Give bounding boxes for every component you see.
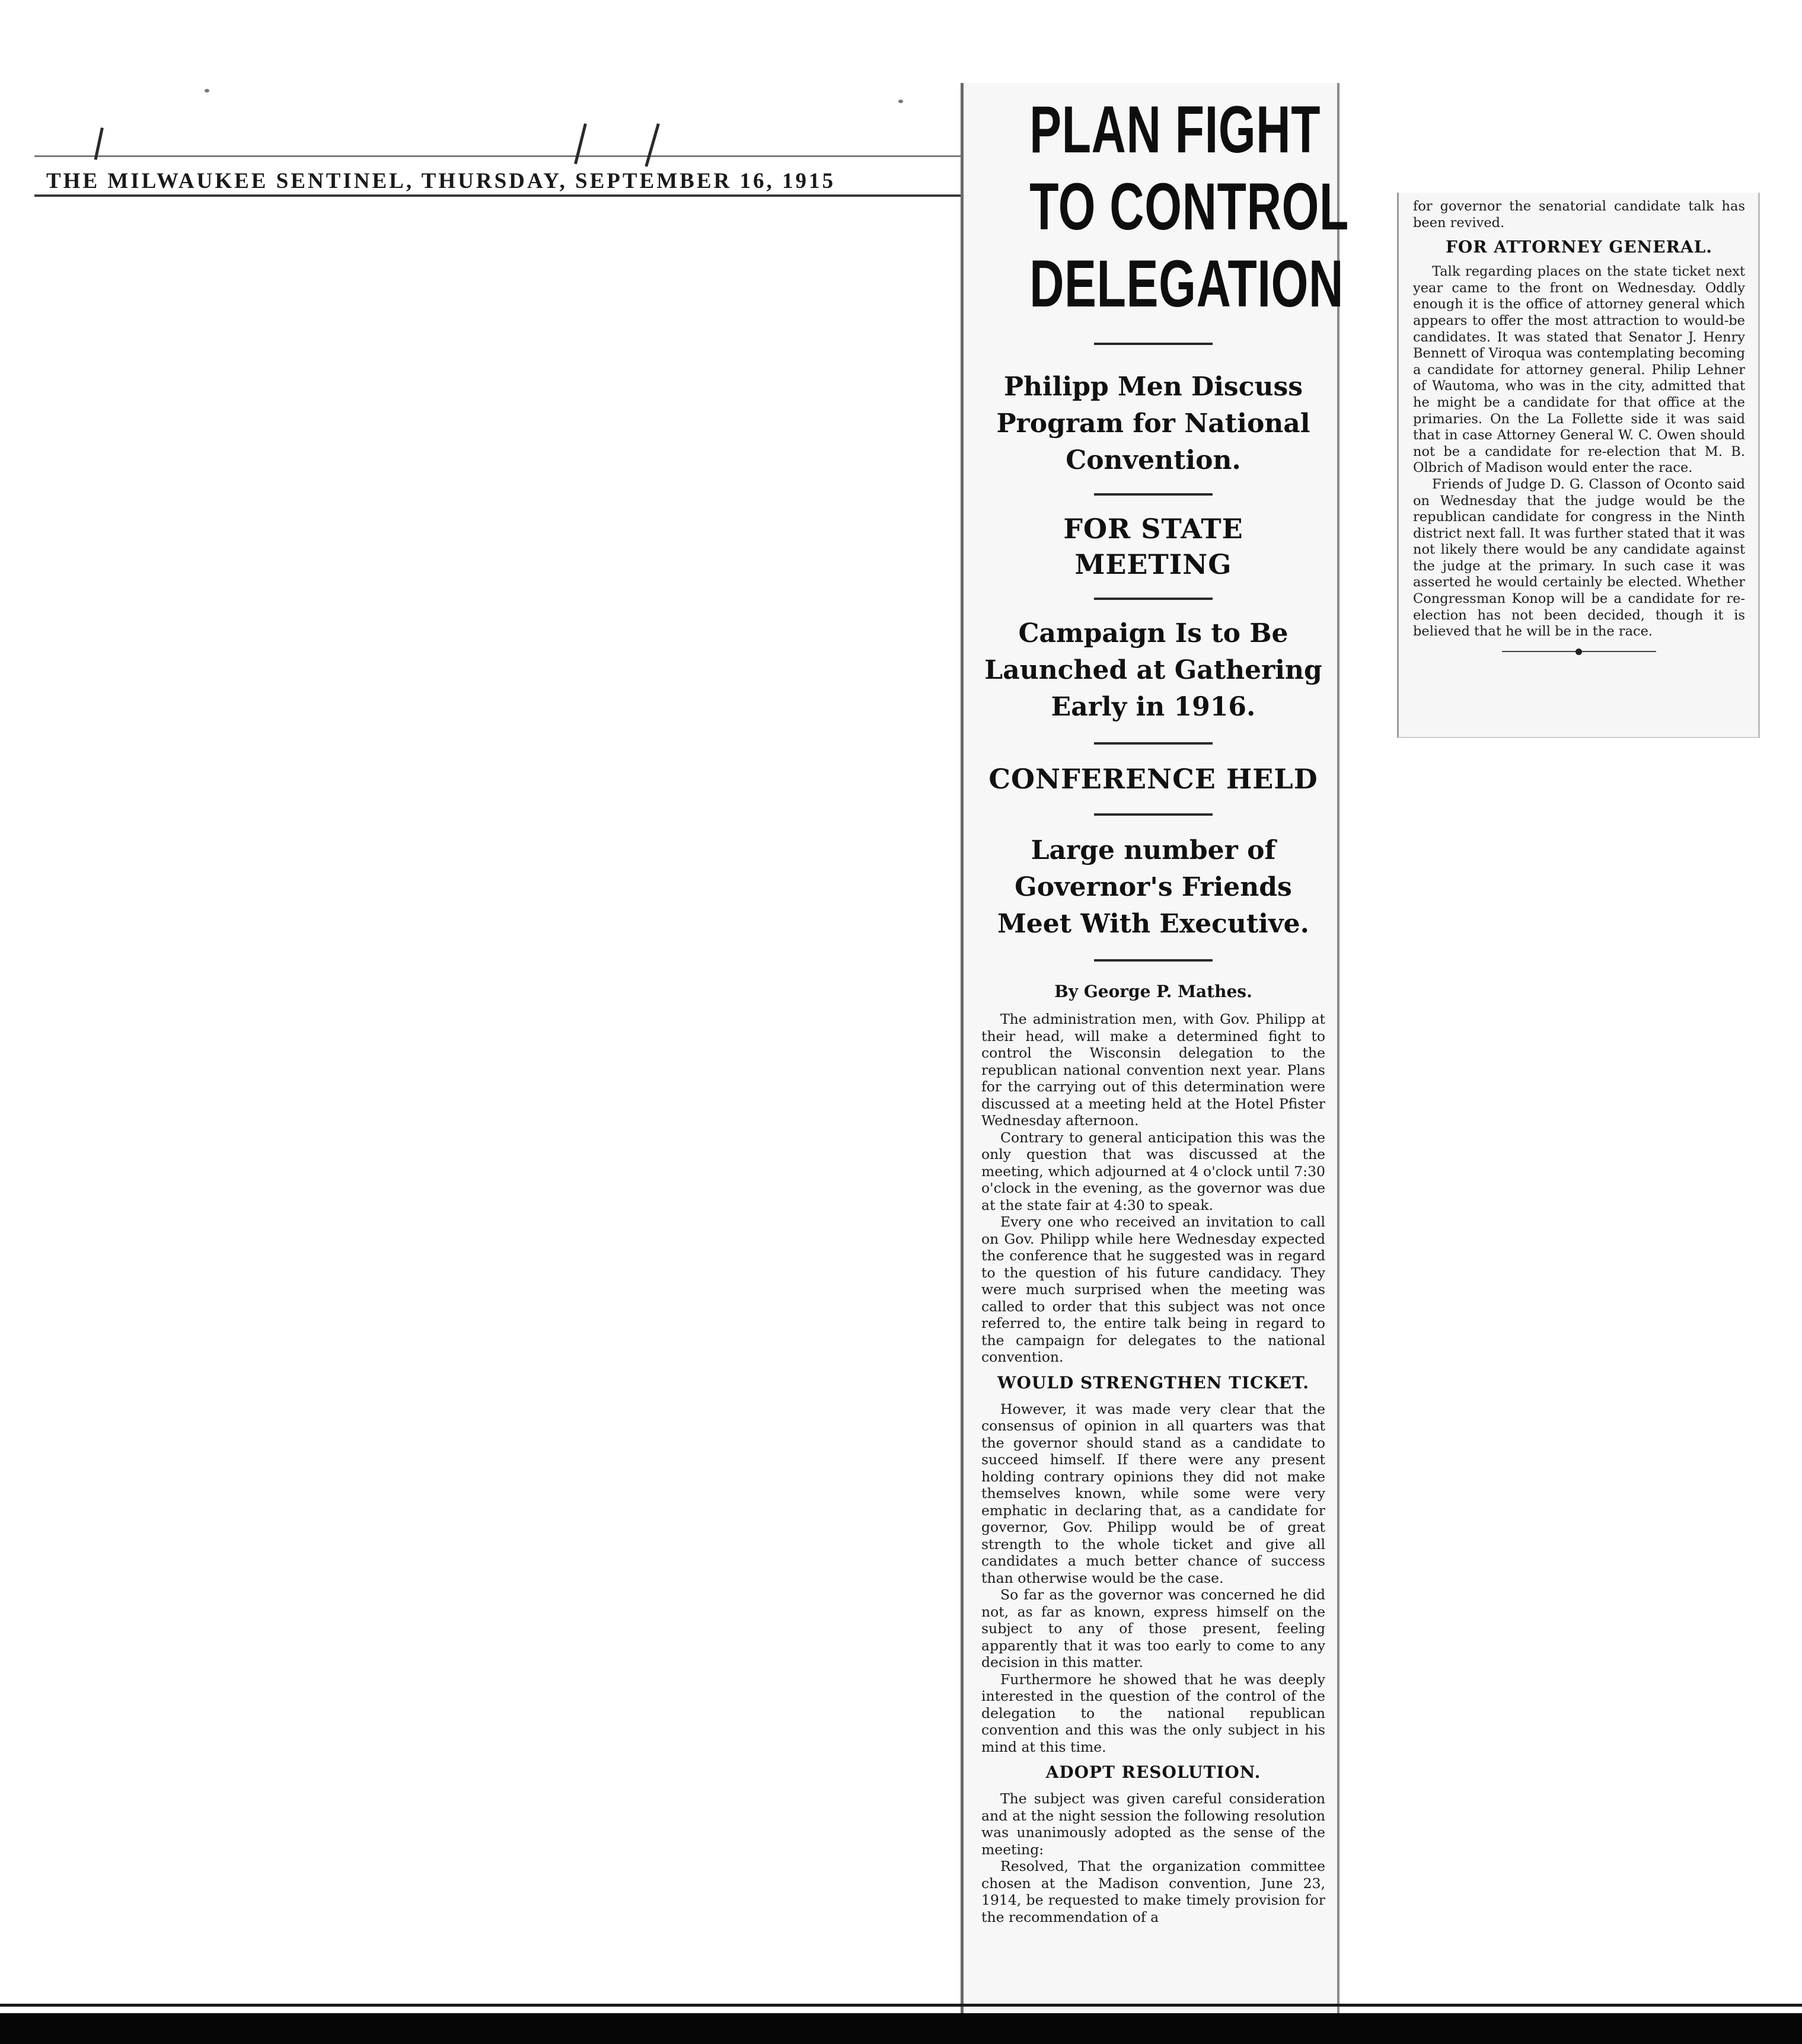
section-heading: WOULD STRENGTHEN TICKET. <box>997 1372 1309 1393</box>
ornament-dot <box>1575 649 1582 655</box>
paragraph: Contrary to general anticipation this was the only question that was discussed at the meeting, which adjourned at 4 o'clock until 7:30 o'clock in the evening, as the governor was due at the state fair at 4:30 to speak. <box>981 1129 1325 1213</box>
paragraph: Friends of Judge D. G. Classon of Oconto said on Wednesday that the judge would be the republican candidate for congress in the Ninth district next fall. It was further stated that it was not likely there would be any candidate against the judge at the primary. In such case it was asserted he would certainly be elected. Whether Congressman Konop will be a candidate for re-election has not been decided, though it is believed that he will be in the race. <box>1413 476 1745 640</box>
headline-line-1: PLAN FIGHT <box>1029 92 1321 167</box>
continuation-lead <box>1413 199 1745 231</box>
dust-speck <box>205 89 209 92</box>
article-body-1 <box>981 1011 1325 1366</box>
paragraph: Every one who received an invitation to call on Gov. Philipp while here Wednesday expected the conference that he suggested was in regard to the question of his future candidacy. They were much surprised when the meeting was called to order that this subject was not once referred to, the entire talk being in regard to the campaign for delegates to the national convention. <box>981 1213 1325 1365</box>
headline-line-2: TO CONTROL <box>1029 170 1350 244</box>
article-body-3 <box>981 1790 1325 1925</box>
article-column-content <box>981 83 1350 1925</box>
end-ornament <box>1502 647 1656 656</box>
paragraph: The administration men, with Gov. Philipp at their head, will make a determined fight to control the Wisconsin delegation to the republican national convention next year. Plans for the carrying out of this determination were discussed at a meeting held at the Hotel Pfister Wednesday afternoon. <box>981 1011 1325 1129</box>
continuation-column <box>1397 193 1760 738</box>
masthead-bottom-rule <box>34 194 983 197</box>
paragraph: for governor the senatorial candidate talk has been revived. <box>1413 199 1745 231</box>
paragraph: The subject was given careful consideration and at the night session the following resolution was unanimously adopted as the sense of the meeting: <box>981 1790 1325 1858</box>
continuation-body <box>1413 264 1745 640</box>
dust-speck <box>898 100 903 103</box>
paragraph: However, it was made very clear that the consensus of opinion in all quarters was that the governor should stand as a candidate to succeed himself. If there were any present holding contrary opinions they did not make themselves known, while some were very emphatic in declaring that, as a candidate for governor, Gov. Philipp would be of great strength to the whole ticket and give all candidates a much better chance of success than otherwise would be the case. <box>981 1400 1325 1586</box>
deck-3: Campaign Is to Be Launched at Gathering Early in 1916. <box>984 618 1322 722</box>
article-body-2 <box>981 1401 1325 1756</box>
paragraph: Resolved, That the organization committee chosen at the Madison convention, June 23, 1914, be requested to make timely provision for the recommendation of a <box>981 1858 1325 1925</box>
headline-line-3: DELEGATION <box>1029 247 1344 321</box>
article-column <box>961 83 1350 2039</box>
section-heading: ADOPT RESOLUTION. <box>1045 1762 1261 1782</box>
deck-1: Philipp Men Discuss Program for National Convention. <box>996 372 1310 475</box>
deck-4: CONFERENCE HELD <box>988 763 1318 795</box>
deck-5: Large number of Governor's Friends Meet With Executive. <box>997 835 1309 939</box>
byline: By George P. Mathes. <box>1054 982 1252 1001</box>
paragraph: Talk regarding places on the state ticket next year came to the front on Wednesday. Oddly enough it is the office of attorney general which appears to offer the most attraction to would-be candidates. It was stated that Senator J. Henry Bennett of Viroqua was contemplating becoming a candidate for attorney general. Philip Lehner of Wautoma, who was in the city, admitted that he might be a candidate for that office at the primaries. On the La Follette side it was said that in case Attorney General W. C. Owen should not be a candidate for re-election that M. B. Olbrich of Madison would enter the race. <box>1413 264 1745 476</box>
continuation-content <box>1413 199 1745 656</box>
paragraph: So far as the governor was concerned he did not, as far as known, express himself on the subject to any of those present, feeling apparently that it was too early to come to any decision in this matter. <box>981 1586 1325 1671</box>
masthead-top-rule <box>34 155 983 157</box>
scanner-edge-band <box>0 2013 1802 2044</box>
section-heading: FOR ATTORNEY GENERAL. <box>1445 237 1713 257</box>
bottom-rule <box>0 2004 1802 2007</box>
paragraph: Furthermore he showed that he was deeply interested in the question of the control of the delegation to the national republican convention and this was the only subject in his mind at this time. <box>981 1671 1325 1755</box>
deck-2: FOR STATE MEETING <box>1063 513 1243 580</box>
masthead-text: THE MILWAUKEE SENTINEL, THURSDAY, SEPTEMBER 16, 1915 <box>46 169 835 193</box>
masthead <box>34 155 983 203</box>
